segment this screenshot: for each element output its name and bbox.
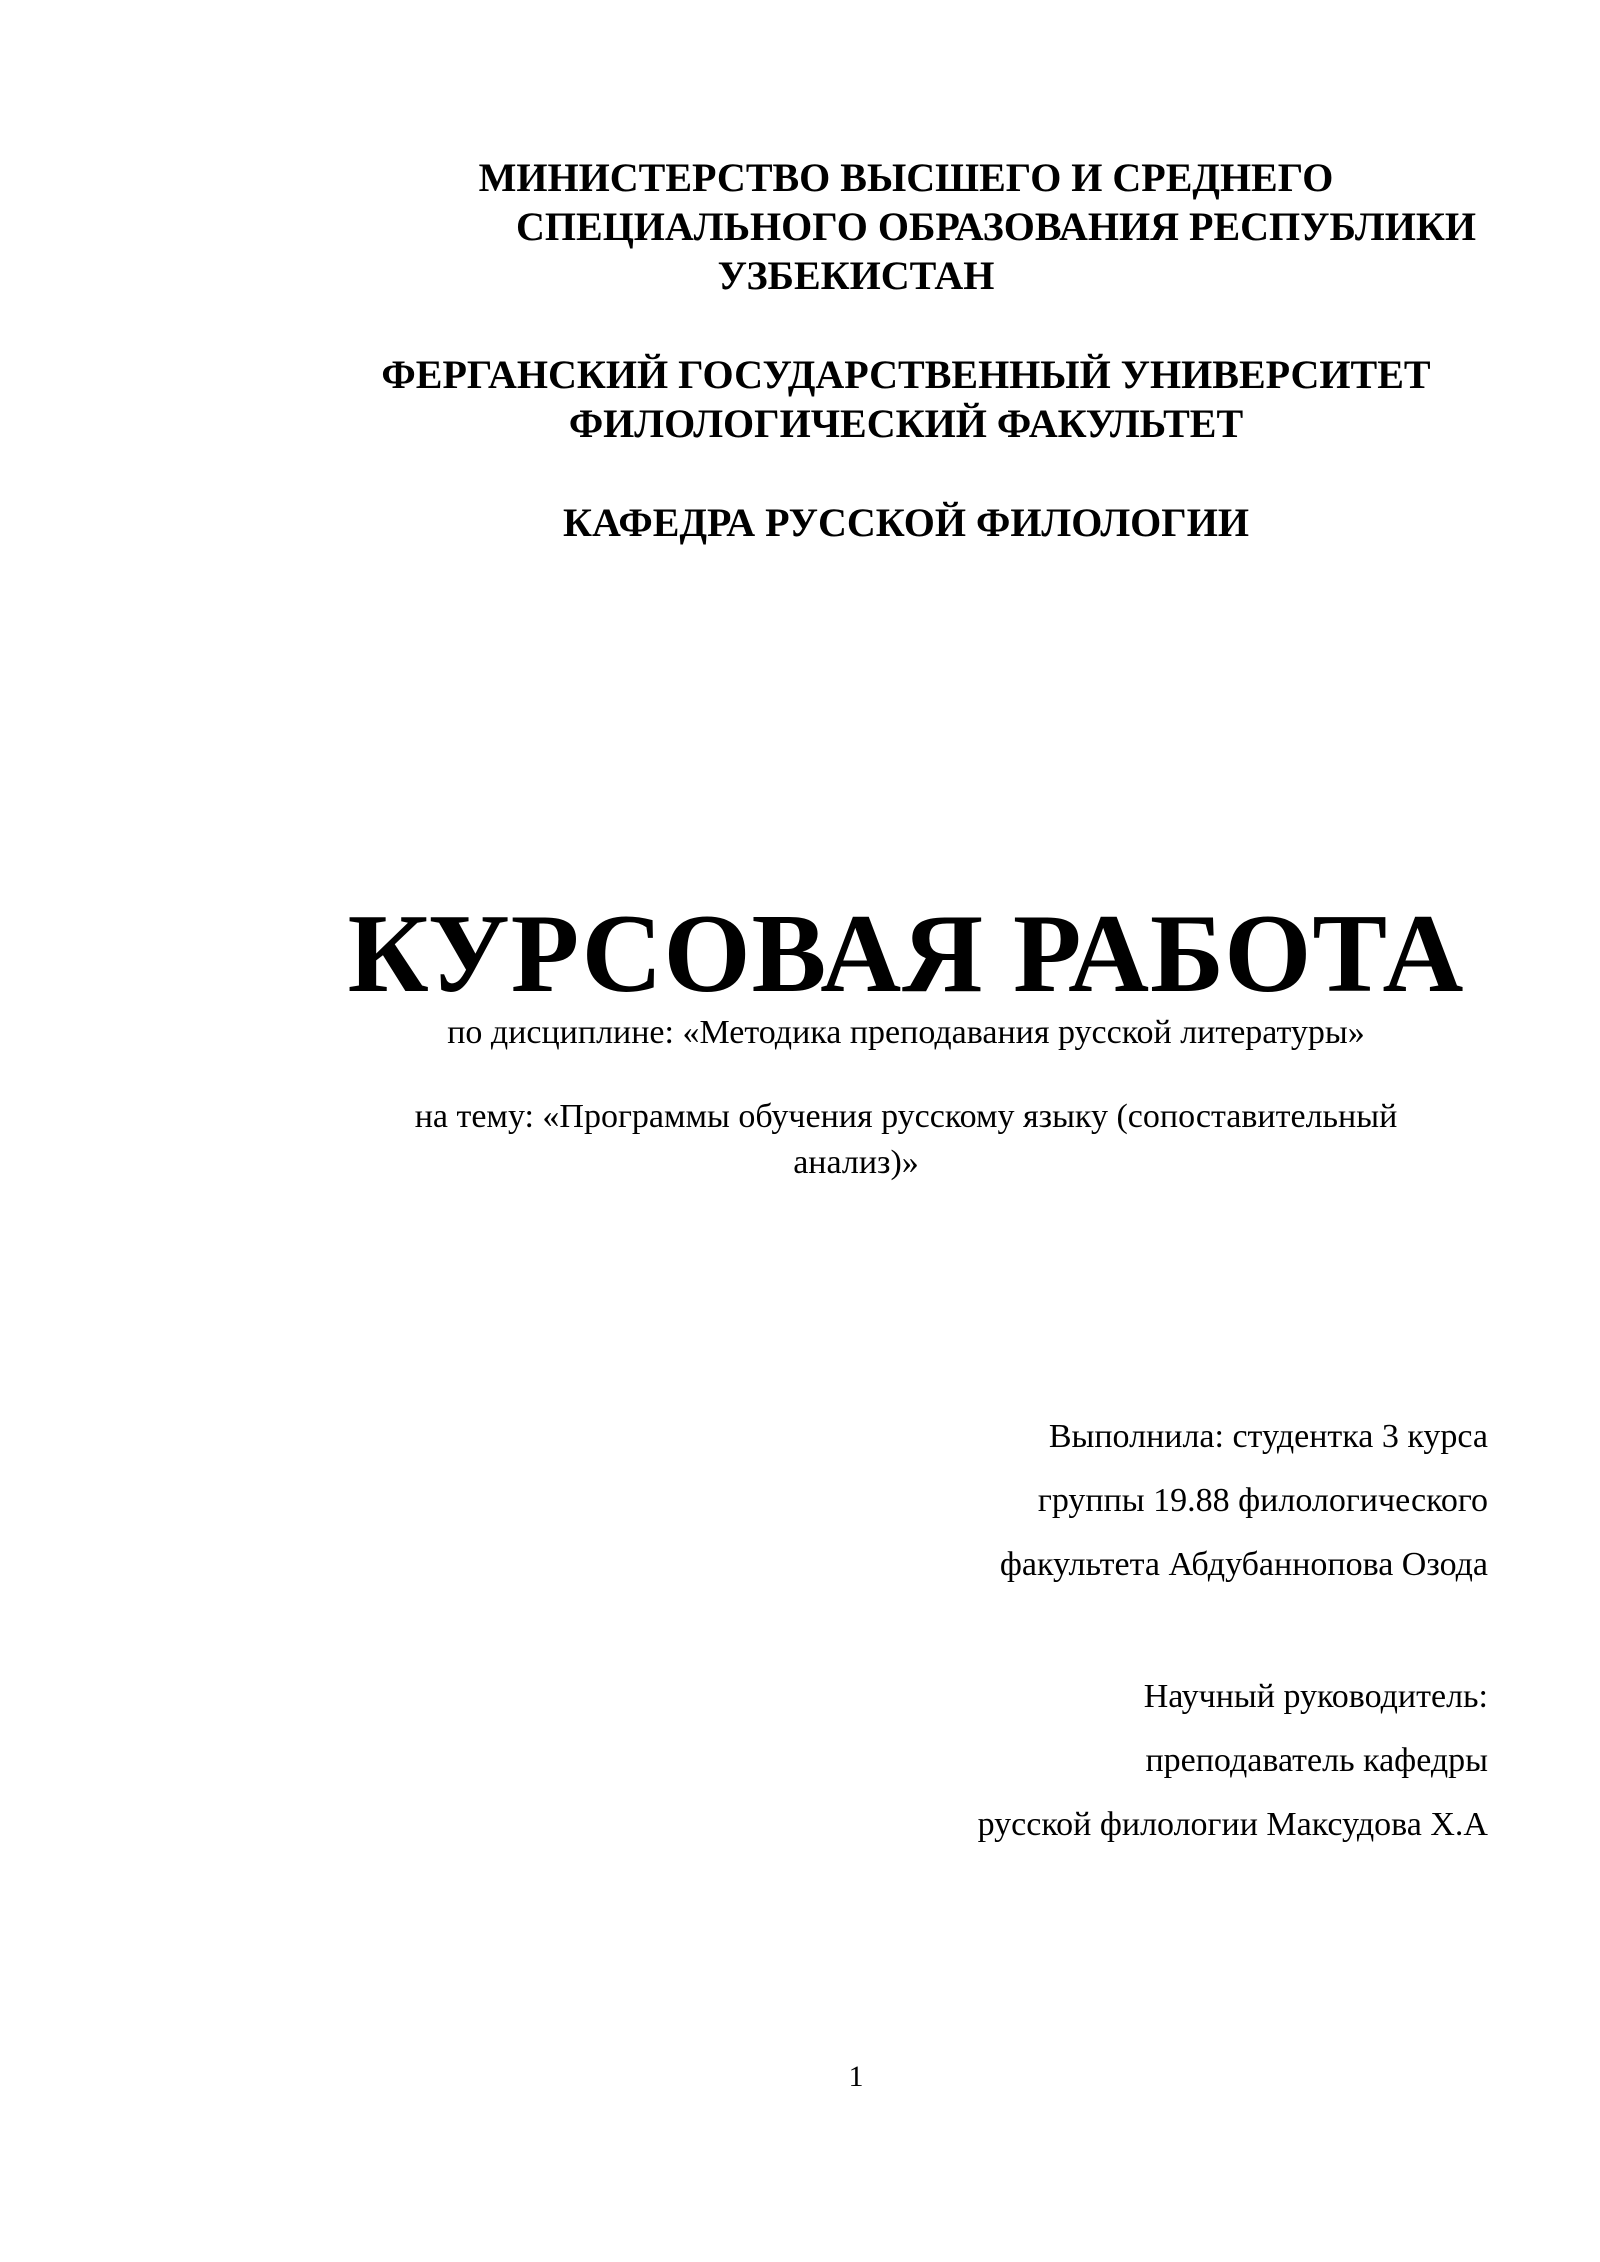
supervisor-line-2: преподаватель кафедры — [1145, 1742, 1488, 1779]
supervisor-line-3: русской филологии Максудова Х.А — [977, 1806, 1488, 1843]
faculty-name: ФИЛОЛОГИЧЕСКИЙ ФАКУЛЬТЕТ — [568, 401, 1244, 446]
author-line-3: факультета Абдубаннопова Озода — [999, 1546, 1488, 1583]
author-line-1: Выполнила: студентка 3 курса — [1048, 1418, 1488, 1455]
page-number: 1 — [848, 2060, 864, 2093]
author-line-2: группы 19.88 филологического — [1037, 1482, 1488, 1519]
topic-line-2: анализ)» — [793, 1144, 919, 1181]
supervisor-line-1: Научный руководитель: — [1143, 1678, 1488, 1715]
university-name: ФЕРГАНСКИЙ ГОСУДАРСТВЕННЫЙ УНИВЕРСИТЕТ — [381, 352, 1431, 397]
discipline-line: по дисциплине: «Методика преподавания русской литературы» — [447, 1014, 1365, 1051]
ministry-line-3: УЗБЕКИСТАН — [717, 253, 995, 298]
topic-line-1: на тему: «Программы обучения русскому языку (сопоставительный — [414, 1098, 1398, 1135]
document-title: КУРСОВАЯ РАБОТА — [347, 892, 1465, 1016]
ministry-line-1: МИНИСТЕРСТВО ВЫСШЕГО И СРЕДНЕГО — [478, 155, 1334, 200]
ministry-line-2: СПЕЦИАЛЬНОГО ОБРАЗОВАНИЯ РЕСПУБЛИКИ — [516, 204, 1476, 249]
department-name: КАФЕДРА РУССКОЙ ФИЛОЛОГИИ — [563, 500, 1249, 545]
